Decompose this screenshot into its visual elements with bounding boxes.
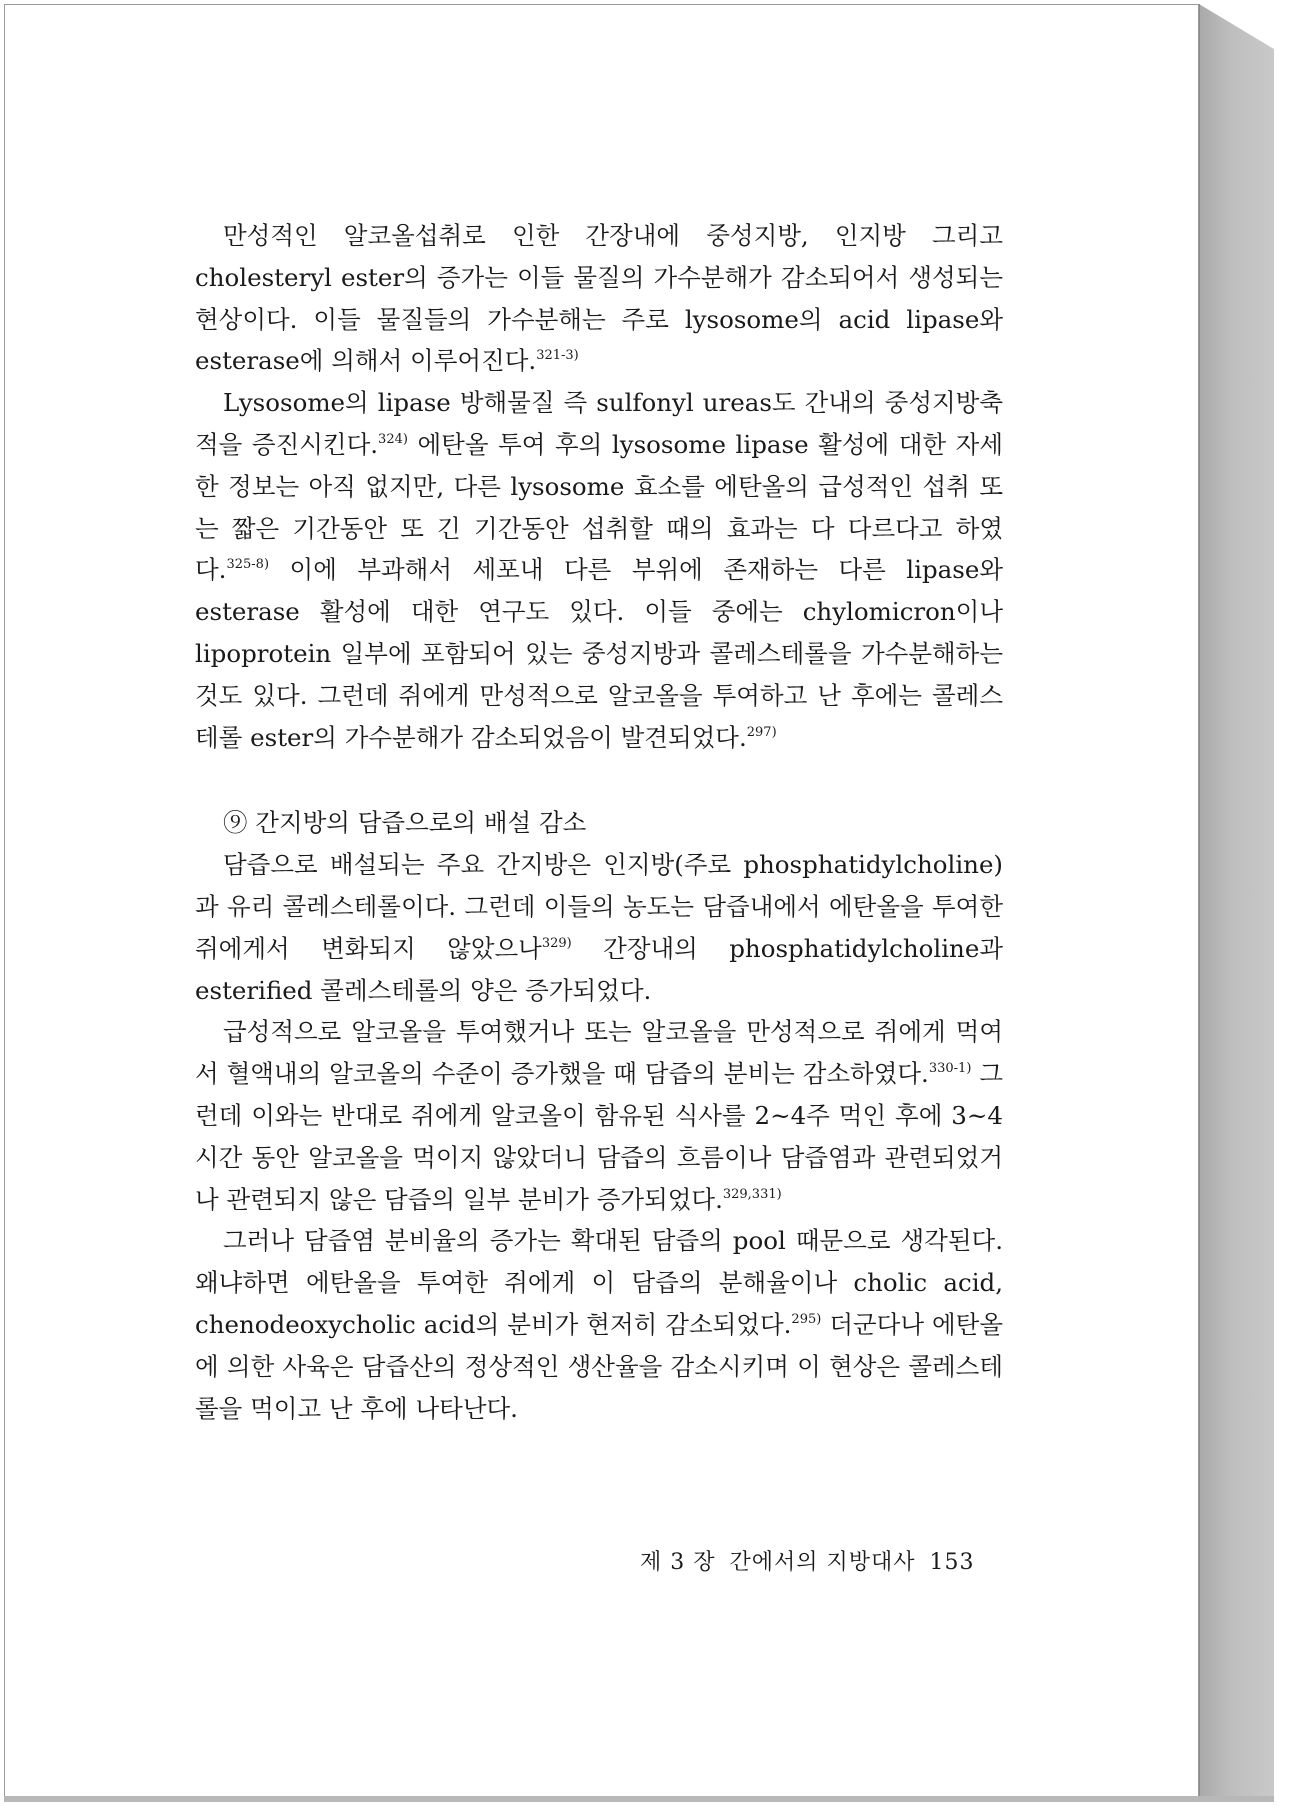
section-paragraph-1 [195, 844, 1003, 1011]
section-paragraph-3-text-a: 그러나 담즙염 분비율의 증가는 확대된 담즙의 pool 때문으로 생각된다. 왜냐하면 에탄올을 투여한 쥐에게 이 담즙의 분해율이나 cholic acid, chenodeoxycholic acid의 분비가 현저히 감소되었다. [195, 1226, 1003, 1339]
paragraph-1-text: 만성적인 알코올섭취로 인한 간장내에 중성지방, 인지방 그리고 cholesteryl ester의 증가는 이들 물질의 가수분해가 감소되어서 생성되는 현상이다. 이들 물질들의 가수분해는 주로 lysosome의 acid lipase와 esterase에 의해서 이루어진다. [195, 221, 1003, 376]
section-heading: ⑨ 간지방의 담즙으로의 배설 감소 [223, 808, 587, 838]
section-paragraph-1-text-a: 담즙으로 배설되는 주요 간지방은 인지방(주로 phosphatidylcholine)과 유리 콜레스테롤이다. 그런데 이들의 농도는 담즙내에서 에탄올을 투여한 쥐에게서 변화되지 않았으나 [195, 850, 1003, 963]
paragraph-2-text-c: 이에 부과해서 세포내 다른 부위에 존재하는 다른 lipase와 esterase 활성에 대한 연구도 있다. 이들 중에는 chylomicron이나 lipoprotein 일부에 포함되어 있는 중성지방과 콜레스테롤을 가수분해하는 것도 있다. 그런데 쥐에게 만성적으로 알코올을 투여하고 난 후에는 콜레스테롤 ester의 가수분해가 감소되었음이 발견되었다. [195, 555, 1003, 752]
paragraph-2-text-b: 에탄올 투여 후의 lysosome lipase 활성에 대한 자세한 정보는 아직 없지만, 다른 lysosome 효소를 에탄올의 급성적인 섭취 또는 짧은 기간동안 또 긴 기간동안 섭취할 때의 효과는 다 다르다고 하였다. [195, 429, 1003, 585]
citation-ref: 297) [746, 724, 777, 740]
section-paragraph-1-text-b: 간장내의 phosphatidylcholine과 esterified 콜레스테롤의 양은 증가되었다. [195, 933, 1003, 1005]
book-spine-line [1199, 4, 1200, 1800]
chapter-label: 제 3 장 [640, 1550, 716, 1575]
section-paragraph-2-text-b: 그런데 이와는 반대로 쥐에게 알코올이 함유된 식사를 2~4주 먹인 후에 3~4시간 동안 알코올을 먹이지 않았더니 담즙의 흐름이나 담즙염과 관련되었거나 관련되지 않은 담즙의 일부 분비가 증가되었다. [195, 1059, 1004, 1214]
paragraph-2 [195, 382, 1003, 758]
section-paragraph-3-text-b: 더군다나 에탄올에 의한 사육은 담즙산의 정상적인 생산율을 감소시키며 이 현상은 콜레스테롤을 먹이고 난 후에 나타난다. [195, 1309, 1003, 1423]
chapter-title: 간에서의 지방대사 [729, 1550, 916, 1575]
paragraph-2-text-a: Lysosome의 lipase 방해물질 즉 sulfonyl ureas도 간내의 중성지방축적을 증진시킨다. [195, 388, 1003, 459]
page-number: 153 [929, 1550, 975, 1575]
citation-ref: 321-3) [536, 348, 579, 364]
book-bottom-edge [4, 1796, 1274, 1802]
section-paragraph-2-text-a: 급성적으로 알코올을 투여했거나 또는 알코올을 만성적으로 쥐에게 먹여서 혈액내의 알코올의 수준이 증가했을 때 담즙의 분비는 감소하였다. [195, 1017, 1003, 1089]
body-text [195, 215, 1003, 1429]
book-side-edge [1199, 4, 1274, 1800]
page-footer [640, 1545, 989, 1576]
citation-ref: 325-8) [226, 557, 270, 573]
citation-ref: 329,331) [722, 1186, 782, 1202]
section-paragraph-2 [195, 1011, 1003, 1220]
citation-ref: 330-1) [928, 1061, 972, 1077]
section-paragraph-3 [195, 1220, 1003, 1429]
paragraph-1 [195, 215, 1003, 382]
citation-ref: 329) [541, 935, 572, 951]
citation-ref: 295) [791, 1311, 822, 1327]
citation-ref: 324) [378, 431, 408, 447]
